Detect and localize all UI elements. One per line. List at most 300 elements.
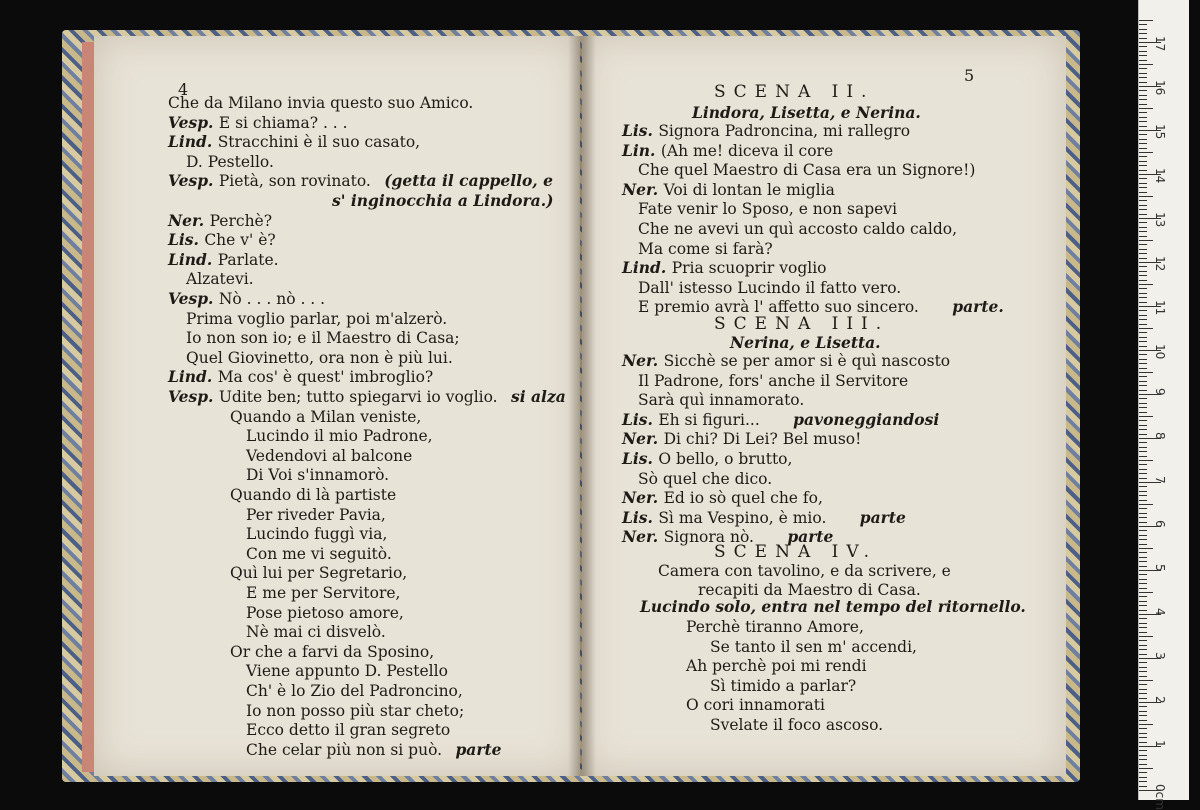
right-page [582,36,1066,776]
ruler-tick [1139,77,1147,78]
verse-text: Lucindo il mio Padrone, [246,427,433,446]
ruler-tick [1139,724,1153,725]
ruler-tick [1139,623,1147,624]
verse-text: Voi di lontan le miglia [663,180,835,199]
verse-text: Ecco detto il gran segreto [246,721,451,740]
ruler-tick [1139,55,1147,56]
ruler-tick [1139,385,1147,386]
ruler-tick [1139,284,1153,285]
ruler-tick [1139,768,1153,769]
verse-text: Nò . . . nò . . . [218,290,326,308]
stage-direction: (getta il cappello, e [378,171,553,191]
ruler-label: 15 [1153,124,1167,140]
ruler-tick [1139,588,1147,589]
aria-line: Ah perchè poi mi rendi [686,657,867,676]
verse-text: Che v' è? [204,231,276,250]
right-line [622,259,826,277]
ruler-tick [1139,271,1147,272]
ruler-tick [1139,354,1147,355]
ruler-tick [1139,649,1147,650]
verse-text: Udite ben; tutto spiegarvi io voglio. [218,388,498,406]
right-line [638,372,908,390]
verse-text: Fate venir lo Sposo, e non sapevi [638,200,898,219]
ruler-tick [1139,451,1147,452]
ruler-tick [1139,381,1147,382]
ruler-tick [1139,680,1153,681]
left-line [168,329,460,347]
right-line [638,470,772,488]
ruler-tick [1139,302,1147,303]
right-line [622,411,939,429]
speaker-name: Ner. [622,429,664,449]
ruler-tick [1139,469,1147,470]
ruler-label: 11 [1153,300,1167,316]
left-line [168,643,434,661]
stage-direction: pavoneggiandosi [787,409,940,429]
ruler-label: 9 [1153,388,1167,396]
page-number-left: 4 [178,80,189,99]
ruler-label: 10 [1153,344,1167,360]
verse-text: Or che a farvi da Sposino, [230,642,435,661]
ruler-tick [1139,196,1153,197]
left-line [168,388,566,406]
ruler-tick [1139,143,1147,144]
ruler-tick [1139,403,1147,404]
ruler-tick [1139,412,1147,413]
left-line [168,525,387,543]
left-line [168,114,348,132]
left-line [168,447,412,465]
ruler-tick [1139,187,1147,188]
verse-text: Il Padrone, fors' anche il Servitore [638,371,909,390]
stage-direction: parte [781,527,834,547]
verse-text: Vedendovi al balcone [246,446,413,465]
ruler-tick [1139,618,1147,619]
ruler-label: 4 [1153,608,1167,616]
ruler-tick [1139,68,1147,69]
right-line [622,142,833,160]
speaker-name: Lis. [168,230,205,250]
left-line [168,349,453,367]
ruler-tick [1139,566,1147,567]
stage-direction: si alza [505,387,566,406]
left-line [324,192,553,210]
ruler-label: 13 [1153,212,1167,228]
left-line [168,270,254,288]
ruler-tick [1139,266,1147,267]
book-gutter [568,36,596,776]
left-line [168,721,450,739]
verse-text: Con me vi seguitò. [246,544,392,563]
ruler-tick [1139,214,1147,215]
verse-text: Parlate. [217,250,279,269]
ruler-tick [1139,407,1147,408]
ruler-tick [1139,596,1147,597]
ruler-label: 6 [1153,520,1167,528]
ruler-tick [1139,73,1147,74]
ruler-label: 17 [1153,36,1167,52]
ruler-tick [1139,517,1147,518]
verse-text: Io non son io; e il Maestro di Casa; [186,329,460,348]
ruler-tick [1139,561,1147,562]
ruler-tick [1139,112,1147,113]
ruler-tick [1139,508,1147,509]
cover-edge [82,42,94,772]
ruler-label: 0cm [1153,784,1167,810]
verse-text: Quì lui per Segretario, [230,564,408,583]
ruler-tick [1139,579,1147,580]
ruler-tick [1139,346,1147,347]
ruler-tick [1139,456,1147,457]
ruler-tick [1139,368,1147,369]
verse-text: Signora nò. [663,528,754,547]
ruler-tick [1139,548,1153,549]
speaker-name: Lis. [622,449,659,468]
ruler-tick [1139,324,1147,325]
verse-text: E si chiama? . . . [218,113,348,132]
scene-characters: Lindora, Lisetta, e Nerina. [692,103,921,122]
speaker-name: Lind. [622,258,672,278]
ruler-tick [1139,398,1147,399]
ruler-tick [1139,310,1147,311]
stage-direction: parte. [946,297,1004,317]
verse-text: O bello, o brutto, [658,450,793,468]
ruler-tick [1139,332,1147,333]
verse-text: D. Pestello. [186,152,274,171]
left-line [168,702,464,720]
verse-text: Quando di là partiste [230,486,397,504]
ruler-tick [1139,90,1147,91]
left-line [168,466,389,484]
speaker-name: Lind. [168,132,218,152]
left-line [168,94,473,112]
ruler-label: 3 [1153,652,1167,660]
ruler-tick [1139,121,1147,122]
verse-text: Pietà, son rovinato. [218,172,371,191]
ruler-tick [1139,583,1147,584]
scene-setting: Camera con tavolino, e da scrivere, e [658,562,951,580]
ruler-tick [1139,20,1153,21]
verse-text: Sì ma Vespino, è mio. [658,508,827,527]
verse-text: Nè mai ci disvelò. [246,623,386,642]
ruler-tick [1139,104,1147,105]
ruler-tick [1139,733,1147,734]
verse-text: E premio avrà l' affetto suo sincero. [638,298,919,317]
ruler-tick [1139,38,1147,39]
speaker-name: Vesp. [168,171,219,191]
left-line [168,251,279,269]
left-line [168,584,400,602]
left-page [94,36,580,776]
verse-text: Che da Milano invia questo suo Amico. [168,94,474,112]
aria-line: Se tanto il sen m' accendi, [710,637,917,656]
ruler-tick [1139,750,1147,751]
speaker-name: Lind. [168,249,218,269]
left-line [168,153,274,171]
scene-heading: SCENA IV. [714,542,878,562]
verse-text: Quando a Milan veniste, [230,407,422,426]
aria-line: O cori innamorati [686,696,825,715]
ruler-tick [1139,205,1147,206]
ruler-label: 7 [1153,476,1167,484]
ruler-tick [1139,390,1147,391]
ruler-tick [1139,24,1147,25]
ruler-tick [1139,253,1147,254]
ruler-tick [1139,627,1147,628]
speaker-name: Ner. [168,210,210,230]
ruler-tick [1139,460,1153,461]
left-line [168,623,386,641]
stage-direction: parte [450,739,502,759]
verse-text: Ch' è lo Zio del Padroncino, [246,682,463,700]
ruler-tick [1139,667,1147,668]
ruler-tick [1139,82,1147,83]
ruler-tick [1139,728,1147,729]
ruler-tick [1139,689,1147,690]
ruler-tick [1139,473,1147,474]
aria-line: Svelate il foco ascoso. [710,716,884,734]
ruler-tick [1139,134,1147,135]
measuring-ruler [1138,0,1189,810]
ruler-tick [1139,786,1147,787]
ruler-tick [1139,478,1147,479]
ruler-tick [1139,126,1147,127]
verse-text: (Ah me! diceva il core [660,141,834,160]
ruler-tick [1139,170,1147,171]
speaker-name: Ner. [622,527,664,547]
ruler-tick [1139,544,1147,545]
verse-text: Sarà quì innamorato. [638,391,805,410]
ruler-tick [1139,693,1147,694]
ruler-tick [1139,764,1147,765]
ruler-tick [1139,777,1147,778]
ruler-tick [1139,359,1147,360]
ruler-tick [1139,156,1147,157]
ruler-tick [1139,500,1147,501]
right-line [638,279,901,297]
left-line [168,506,386,524]
ruler-tick [1139,645,1147,646]
ruler-tick [1139,222,1147,223]
ruler-tick [1139,293,1147,294]
verse-text: Che ne avevi un quì accosto caldo caldo, [638,220,958,238]
ruler-tick [1139,280,1147,281]
left-line [168,604,404,622]
ruler-tick [1139,231,1147,232]
ruler-tick [1139,192,1147,193]
ruler-tick [1139,442,1147,443]
ruler-tick [1139,535,1147,536]
ruler-tick [1139,671,1147,672]
ruler-tick [1139,363,1147,364]
verse-text: E me per Servitore, [246,584,401,602]
ruler-tick [1139,636,1153,637]
verse-text: Per riveder Pavia, [246,505,386,524]
right-line [638,161,975,179]
verse-text: Pria scuoprir voglio [671,259,827,278]
verse-text: Viene appunto D. Pestello [246,662,448,681]
ruler-tick [1139,372,1153,373]
verse-text: Lucindo fuggì via, [246,525,388,544]
ruler-tick [1139,376,1147,377]
aria-line: Perchè tiranno Amore, [686,618,864,636]
right-line [638,200,897,218]
ruler-label: 8 [1153,432,1167,440]
ruler-tick [1139,601,1147,602]
verse-text: Sicchè se per amor si è quì nascosto [663,352,951,370]
ruler-tick [1139,605,1147,606]
speaker-name: Lis. [622,507,659,527]
ruler-tick [1139,742,1147,743]
ruler-tick [1139,557,1147,558]
ruler-tick [1139,99,1147,100]
left-line [168,231,276,249]
ruler-tick [1139,209,1147,210]
left-line [168,682,463,700]
ruler-tick [1139,640,1147,641]
verse-text: Pose pietoso amore, [246,603,404,622]
ruler-tick [1139,513,1147,514]
verse-text: Signora Padroncina, mi rallegro [658,122,911,140]
scene-heading: SCENA II. [714,82,875,102]
ruler-tick [1139,258,1147,259]
right-line [622,181,835,199]
ruler-label: 1 [1153,740,1167,748]
ruler-tick [1139,772,1147,773]
verse-text: Di Voi s'innamorò. [246,466,390,485]
ruler-tick [1139,706,1147,707]
ruler-tick [1139,781,1147,782]
left-line [168,545,392,563]
verse-text: Eh si figuri... [658,410,760,429]
ruler-tick [1139,95,1147,96]
ruler-label: 5 [1153,564,1167,572]
scene-characters: Nerina, e Lisetta. [730,333,881,352]
ruler-tick [1139,108,1153,109]
ruler-tick [1139,720,1147,721]
stage-direction: s' inginocchia a Lindora.) [332,191,554,210]
ruler-tick [1139,33,1147,34]
ruler-tick [1139,341,1147,342]
speaker-name: Ner. [622,179,664,199]
ruler-tick [1139,178,1147,179]
verse-text: Che quel Maestro di Casa era un Signore!) [638,161,976,180]
verse-text: Ed io sò quel che fo, [663,489,823,508]
ruler-tick [1139,610,1147,611]
left-line [168,368,433,386]
page-number-right: 5 [964,66,975,85]
ruler-tick [1139,139,1147,140]
left-line [168,662,448,680]
speaker-name: Ner. [622,488,664,508]
ruler-tick [1139,183,1147,184]
ruler-tick [1139,504,1153,505]
ruler-tick [1139,275,1147,276]
ruler-label: 14 [1153,168,1167,184]
verse-text: Perchè? [209,211,273,230]
ruler-tick [1139,495,1147,496]
left-line [168,212,272,230]
ruler-tick [1139,429,1147,430]
ruler-tick [1139,249,1147,250]
verse-text: Alzatevi. [186,270,254,289]
ruler-tick [1139,530,1147,531]
ruler-tick [1139,148,1147,149]
ruler-tick [1139,434,1147,435]
left-line [168,486,396,504]
left-line [168,310,447,328]
ruler-tick [1139,288,1147,289]
ruler-tick [1139,539,1147,540]
stage-direction: parte [854,507,906,527]
verse-text: Che celar più non si può. [246,740,443,759]
ruler-tick [1139,60,1147,61]
ruler-tick [1139,737,1147,738]
ruler-tick [1139,711,1147,712]
ruler-tick [1139,315,1147,316]
speaker-name: Lis. [622,121,659,140]
ruler-tick [1139,161,1147,162]
speaker-name: Vesp. [168,112,219,132]
speaker-name: Lind. [168,367,218,387]
aria-line: Sì timido a parlar? [710,676,857,695]
speaker-name: Vesp. [168,289,219,308]
scene-heading: SCENA III. [714,314,890,334]
ruler-tick [1139,328,1153,329]
ruler-tick [1139,337,1147,338]
ruler-tick [1139,46,1147,47]
ruler-tick [1139,592,1153,593]
ruler-tick [1139,632,1147,633]
right-line [638,391,804,409]
left-line [168,172,553,190]
verse-text: Prima voglio parlar, poi m'alzerò. [186,309,448,328]
ruler-tick [1139,165,1147,166]
right-line [622,489,823,507]
ruler-tick [1139,654,1147,655]
ruler-tick [1139,117,1147,118]
ruler-tick [1139,420,1147,421]
verse-text: Di chi? Di Lei? Bel muso! [663,430,862,449]
verse-text: Sò quel che dico. [638,469,773,488]
verse-text: Dall' istesso Lucindo il fatto vero. [638,278,902,297]
ruler-tick [1139,698,1147,699]
speaker-name: Ner. [622,351,664,370]
right-line [622,122,910,140]
speaker-name: Lis. [622,409,659,429]
speaker-name: Lin. [622,140,661,160]
ruler-tick [1139,29,1147,30]
ruler-tick [1139,755,1147,756]
ruler-tick [1139,64,1153,65]
left-line [168,564,407,582]
ruler-tick [1139,244,1147,245]
right-line [622,450,792,468]
ruler-tick [1139,552,1147,553]
scene-setting: recapiti da Maestro di Casa. [698,581,921,599]
ruler-tick [1139,486,1147,487]
verse-text: Ma come si farà? [638,239,773,258]
ruler-tick [1139,522,1147,523]
ruler-tick [1139,51,1147,52]
right-line [622,509,906,527]
ruler-label: 16 [1153,80,1167,96]
ruler-tick [1139,491,1147,492]
speaker-name: Vesp. [168,387,219,406]
right-line [622,430,861,448]
ruler-tick [1139,236,1147,237]
ruler-tick [1139,240,1153,241]
